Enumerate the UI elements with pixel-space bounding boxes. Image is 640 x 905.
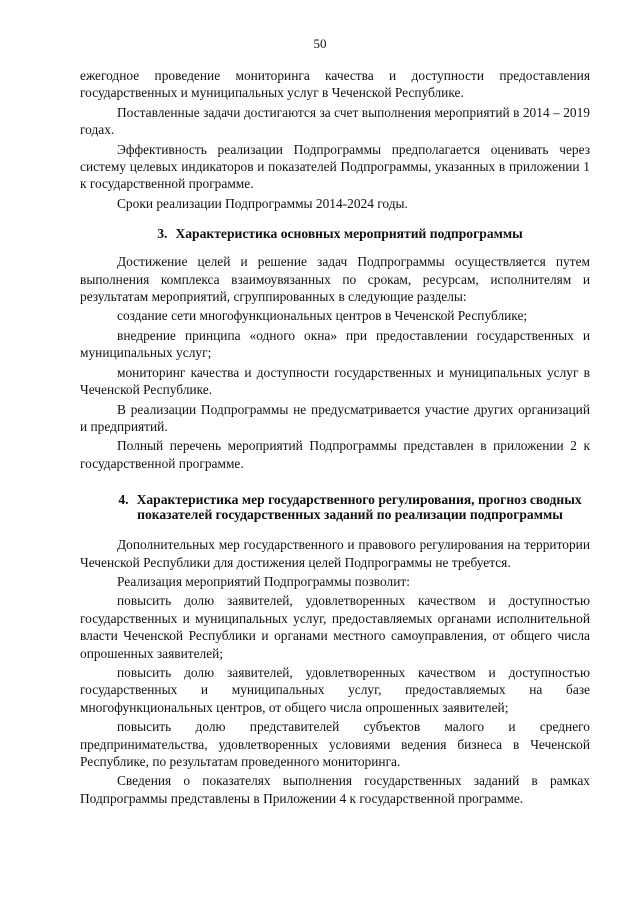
section-3-number: 3.	[157, 226, 168, 242]
section-4-title: Характеристика мер государственного регулирования, прогноз сводных показателей государственных заданий по реализации подпрограммы	[136, 492, 582, 523]
paragraph: повысить долю заявителей, удовлетворенных качеством и доступностью государственных и муниципальных услуг, предоставляемых органами исполнительной власти Чеченской Республики и органами местного самоуправления, от общего числа опрошенных заявителей;	[80, 593, 590, 661]
paragraph: повысить долю заявителей, удовлетворенных качеством и доступностью государственных и муниципальных услуг, предоставляемых на базе многофункциональных центров, от общего числа опрошенных заявителей;	[80, 664, 590, 715]
paragraph: создание сети многофункциональных центров в Чеченской Республике;	[117, 308, 528, 324]
paragraph: мониторинг качества и доступности государственных и муниципальных услуг в Чеченской Республике.	[80, 364, 590, 398]
paragraph: Поставленные задачи достигаются за счет выполнения мероприятий в 2014 – 2019 годах.	[80, 104, 590, 138]
paragraph: Сроки реализации Подпрограммы 2014-2024 годы.	[117, 195, 408, 211]
paragraph: Полный перечень мероприятий Подпрограммы представлен в приложении 2 к государственной программе.	[80, 438, 590, 471]
paragraph: внедрение принципа «одного окна» при предоставлении государственных и муниципальных услуг;	[80, 327, 590, 361]
paragraph: Реализация мероприятий Подпрограммы позволит:	[117, 573, 410, 589]
paragraph: Достижение целей и решение задач Подпрограммы осуществляется путем выполнения комплекса взаимоувязанных по срокам, ресурсам, исполнителям и результатам мероприятий, сгруппированных в следующие разделы:	[80, 254, 590, 305]
page-content	[80, 67, 590, 809]
paragraph: Сведения о показателях выполнения государственных заданий в рамках Подпрограммы представлены в Приложении 4 к государственной программе.	[80, 773, 590, 806]
page-number: 50	[313, 36, 327, 51]
paragraph: В реализации Подпрограммы не предусматривается участие других организаций и предприятий.	[80, 401, 590, 434]
section-4-number: 4.	[118, 492, 129, 508]
paragraph: Дополнительных мер государственного и правового регулирования на территории Чеченской Республики для достижения целей Подпрограммы не требуется.	[80, 537, 590, 570]
section-4-heading	[80, 492, 590, 522]
paragraph: ежегодное проведение мониторинга качества и доступности предоставления государственных и муниципальных услуг в Чеченской Республике.	[80, 68, 590, 101]
paragraph: Эффективность реализации Подпрограммы предполагается оценивать через систему целевых индикаторов и показателей Подпрограммы, указанных в приложении 1 к государственной программе.	[80, 141, 590, 192]
paragraph: повысить долю представителей субъектов малого и среднего предпринимательства, удовлетворенных условиями ведения бизнеса в Чеченской Республике, по результатам проведенного мониторинга.	[80, 719, 590, 769]
section-3-title: Характеристика основных мероприятий подпрограммы	[175, 226, 523, 242]
section-3-heading	[80, 226, 590, 241]
